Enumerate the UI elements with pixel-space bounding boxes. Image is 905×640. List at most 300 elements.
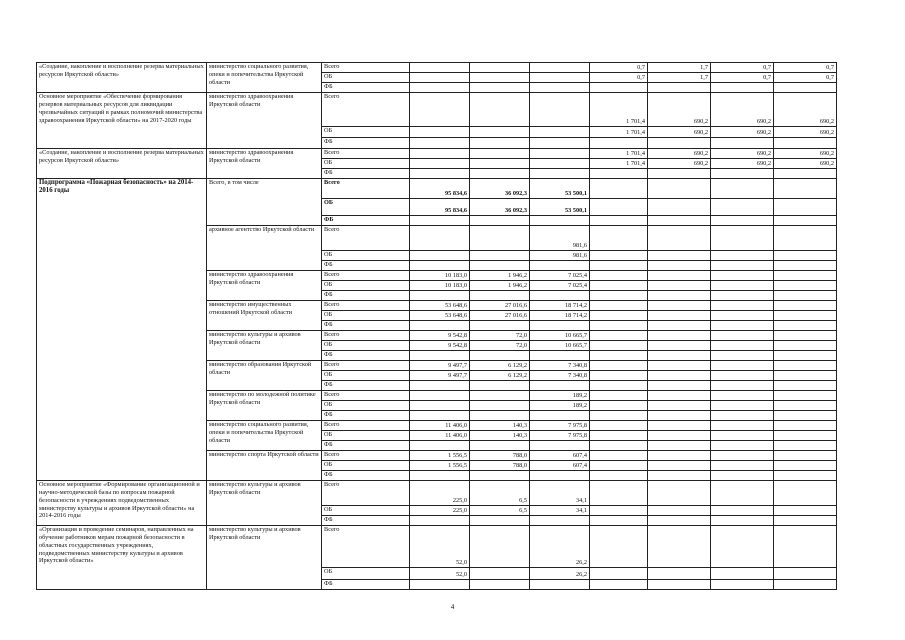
executor-cell: министерство культуры и архивов Иркутской области xyxy=(207,481,322,526)
amount-cell: 140,3 xyxy=(470,431,530,441)
amount-cell xyxy=(648,381,711,391)
amount-cell xyxy=(774,169,837,179)
funding-source-cell: Всего xyxy=(322,451,410,461)
amount-cell xyxy=(590,216,648,226)
amount-cell xyxy=(410,127,470,138)
funding-source-cell: ОБ xyxy=(322,251,410,261)
amount-cell xyxy=(648,138,711,149)
funding-source-cell: ОБ xyxy=(322,401,410,411)
amount-cell: 225,0 xyxy=(410,481,470,506)
amount-cell xyxy=(530,351,590,361)
amount-cell xyxy=(774,301,837,311)
amount-cell: 1 701,4 xyxy=(590,149,648,159)
amount-cell xyxy=(470,401,530,411)
amount-cell xyxy=(410,226,470,251)
funding-source-cell: ОБ xyxy=(322,281,410,291)
amount-cell xyxy=(590,199,648,216)
amount-cell xyxy=(711,431,774,441)
amount-cell xyxy=(711,226,774,251)
amount-cell: 690,2 xyxy=(648,127,711,138)
amount-cell xyxy=(711,311,774,321)
amount-cell xyxy=(410,291,470,301)
amount-cell xyxy=(711,251,774,261)
amount-cell: 52,0 xyxy=(410,568,470,580)
amount-cell xyxy=(774,411,837,421)
amount-cell xyxy=(470,93,530,127)
amount-cell xyxy=(711,421,774,431)
amount-cell: 140,3 xyxy=(470,421,530,431)
table-row xyxy=(37,149,837,159)
amount-cell: 11 406,0 xyxy=(410,431,470,441)
amount-cell xyxy=(530,83,590,93)
amount-cell: 53 648,6 xyxy=(410,311,470,321)
amount-cell xyxy=(711,179,774,199)
amount-cell xyxy=(410,149,470,159)
amount-cell: 690,2 xyxy=(711,159,774,169)
amount-cell xyxy=(590,401,648,411)
amount-cell xyxy=(711,516,774,526)
funding-source-cell: Всего xyxy=(322,271,410,281)
amount-cell xyxy=(470,169,530,179)
amount-cell xyxy=(530,127,590,138)
amount-cell xyxy=(590,471,648,481)
amount-cell: 1 946,2 xyxy=(470,271,530,281)
amount-cell xyxy=(530,63,590,73)
amount-cell xyxy=(590,441,648,451)
amount-cell: 9 497,7 xyxy=(410,361,470,371)
amount-cell xyxy=(648,516,711,526)
amount-cell xyxy=(530,321,590,331)
amount-cell: 53 648,6 xyxy=(410,301,470,311)
amount-cell: 7 975,8 xyxy=(530,421,590,431)
amount-cell xyxy=(711,199,774,216)
amount-cell xyxy=(470,261,530,271)
funding-source-cell: Всего xyxy=(322,481,410,506)
amount-cell: 0,7 xyxy=(774,73,837,83)
executor-cell: министерство спорта Иркутской области xyxy=(207,451,322,481)
funding-source-cell: Всего xyxy=(322,149,410,159)
amount-cell xyxy=(410,73,470,83)
funding-source-cell: ФБ xyxy=(322,516,410,526)
amount-cell xyxy=(530,411,590,421)
amount-cell xyxy=(711,441,774,451)
amount-cell: 690,2 xyxy=(648,149,711,159)
amount-cell xyxy=(530,93,590,127)
funding-source-cell: Всего xyxy=(322,331,410,341)
amount-cell xyxy=(774,199,837,216)
amount-cell xyxy=(470,226,530,251)
amount-cell xyxy=(648,341,711,351)
funding-source-cell: ФБ xyxy=(322,411,410,421)
amount-cell xyxy=(648,421,711,431)
amount-cell xyxy=(774,271,837,281)
measure-name-cell: «Создание, накопление и восполнение резерва материальных ресурсов Иркутской области» xyxy=(37,63,207,93)
amount-cell xyxy=(530,149,590,159)
amount-cell xyxy=(774,431,837,441)
amount-cell xyxy=(774,351,837,361)
amount-cell xyxy=(530,138,590,149)
amount-cell xyxy=(711,341,774,351)
amount-cell: 53 500,1 xyxy=(530,179,590,199)
amount-cell: 36 092,3 xyxy=(470,179,530,199)
table-row xyxy=(37,63,837,73)
amount-cell: 52,0 xyxy=(410,526,470,568)
amount-cell xyxy=(530,159,590,169)
funding-source-cell: Всего xyxy=(322,63,410,73)
amount-cell xyxy=(530,580,590,590)
amount-cell: 10 183,0 xyxy=(410,281,470,291)
amount-cell xyxy=(774,441,837,451)
amount-cell: 7 025,4 xyxy=(530,271,590,281)
amount-cell xyxy=(774,401,837,411)
amount-cell xyxy=(648,226,711,251)
amount-cell xyxy=(774,321,837,331)
amount-cell xyxy=(648,169,711,179)
amount-cell xyxy=(530,216,590,226)
amount-cell xyxy=(648,506,711,516)
amount-cell: 690,2 xyxy=(711,93,774,127)
executor-cell: министерство по молодежной политике Иркутской области xyxy=(207,391,322,421)
amount-cell xyxy=(711,371,774,381)
amount-cell xyxy=(590,411,648,421)
amount-cell xyxy=(774,341,837,351)
amount-cell: 0,7 xyxy=(590,63,648,73)
amount-cell xyxy=(774,251,837,261)
amount-cell xyxy=(648,281,711,291)
amount-cell xyxy=(648,411,711,421)
funding-source-cell: Всего xyxy=(322,421,410,431)
amount-cell xyxy=(648,301,711,311)
amount-cell xyxy=(530,261,590,271)
amount-cell: 36 092,3 xyxy=(470,199,530,216)
amount-cell xyxy=(590,331,648,341)
amount-cell: 0,7 xyxy=(590,73,648,83)
amount-cell: 7 025,4 xyxy=(530,281,590,291)
amount-cell xyxy=(410,321,470,331)
amount-cell: 10 665,7 xyxy=(530,331,590,341)
amount-cell xyxy=(774,461,837,471)
amount-cell: 11 406,0 xyxy=(410,421,470,431)
amount-cell: 690,2 xyxy=(774,149,837,159)
funding-source-cell: ФБ xyxy=(322,471,410,481)
funding-source-cell: ФБ xyxy=(322,216,410,226)
amount-cell xyxy=(711,461,774,471)
funding-source-cell: ФБ xyxy=(322,441,410,451)
amount-cell xyxy=(711,271,774,281)
amount-cell xyxy=(774,179,837,199)
amount-cell: 6,5 xyxy=(470,506,530,516)
amount-cell xyxy=(590,169,648,179)
amount-cell xyxy=(711,526,774,568)
amount-cell xyxy=(648,471,711,481)
amount-cell xyxy=(590,381,648,391)
funding-source-cell: Всего xyxy=(322,526,410,568)
amount-cell xyxy=(711,281,774,291)
amount-cell xyxy=(470,516,530,526)
amount-cell xyxy=(774,138,837,149)
amount-cell: 26,2 xyxy=(530,568,590,580)
amount-cell: 0,7 xyxy=(711,63,774,73)
amount-cell: 981,6 xyxy=(530,226,590,251)
amount-cell xyxy=(410,159,470,169)
amount-cell: 1,7 xyxy=(648,73,711,83)
amount-cell xyxy=(410,391,470,401)
amount-cell xyxy=(648,321,711,331)
amount-cell xyxy=(648,391,711,401)
amount-cell xyxy=(410,580,470,590)
amount-cell xyxy=(590,311,648,321)
amount-cell xyxy=(648,361,711,371)
amount-cell xyxy=(410,169,470,179)
amount-cell xyxy=(470,568,530,580)
amount-cell xyxy=(590,251,648,261)
amount-cell: 1 701,4 xyxy=(590,159,648,169)
amount-cell: 0,7 xyxy=(711,73,774,83)
amount-cell xyxy=(774,506,837,516)
amount-cell xyxy=(648,441,711,451)
amount-cell xyxy=(470,381,530,391)
amount-cell xyxy=(410,261,470,271)
amount-cell xyxy=(410,351,470,361)
funding-source-cell: ОБ xyxy=(322,159,410,169)
table-row xyxy=(37,526,837,568)
amount-cell: 9 542,8 xyxy=(410,341,470,351)
amount-cell xyxy=(410,138,470,149)
funding-source-cell: ФБ xyxy=(322,351,410,361)
amount-cell xyxy=(410,251,470,261)
amount-cell: 18 714,2 xyxy=(530,301,590,311)
executor-cell: министерство культуры и архивов Иркутской области xyxy=(207,331,322,361)
amount-cell: 1,7 xyxy=(648,63,711,73)
executor-cell: министерство социального развития, опеки и попечительства Иркутской области xyxy=(207,421,322,451)
amount-cell xyxy=(774,516,837,526)
amount-cell xyxy=(774,381,837,391)
amount-cell: 607,4 xyxy=(530,451,590,461)
amount-cell xyxy=(648,331,711,341)
amount-cell: 72,0 xyxy=(470,341,530,351)
executor-cell: министерство имущественных отношений Иркутской области xyxy=(207,301,322,331)
amount-cell xyxy=(648,580,711,590)
funding-source-cell: ФБ xyxy=(322,169,410,179)
amount-cell xyxy=(410,83,470,93)
amount-cell xyxy=(470,138,530,149)
amount-cell xyxy=(711,401,774,411)
amount-cell: 72,0 xyxy=(470,331,530,341)
amount-cell: 53 500,1 xyxy=(530,199,590,216)
amount-cell xyxy=(648,451,711,461)
amount-cell xyxy=(711,331,774,341)
amount-cell xyxy=(470,251,530,261)
amount-cell xyxy=(530,516,590,526)
amount-cell xyxy=(530,381,590,391)
amount-cell xyxy=(590,481,648,506)
amount-cell xyxy=(590,431,648,441)
executor-cell: министерство здравоохранения Иркутской области xyxy=(207,149,322,179)
executor-cell: министерство здравоохранения Иркутской области xyxy=(207,93,322,149)
amount-cell xyxy=(648,431,711,441)
amount-cell: 1 701,4 xyxy=(590,127,648,138)
amount-cell xyxy=(590,281,648,291)
funding-source-cell: Всего xyxy=(322,93,410,127)
amount-cell: 1 556,5 xyxy=(410,451,470,461)
amount-cell xyxy=(711,580,774,590)
amount-cell xyxy=(410,411,470,421)
amount-cell xyxy=(774,361,837,371)
amount-cell xyxy=(648,351,711,361)
amount-cell xyxy=(590,301,648,311)
funding-source-cell: ОБ xyxy=(322,127,410,138)
amount-cell xyxy=(470,63,530,73)
amount-cell xyxy=(590,391,648,401)
amount-cell xyxy=(470,411,530,421)
amount-cell: 34,1 xyxy=(530,481,590,506)
amount-cell xyxy=(470,580,530,590)
amount-cell: 9 497,7 xyxy=(410,371,470,381)
funding-source-cell: Всего xyxy=(322,361,410,371)
executor-cell: министерство культуры и архивов Иркутской области xyxy=(207,526,322,590)
executor-cell: архивное агентство Иркутской области xyxy=(207,226,322,271)
amount-cell xyxy=(530,169,590,179)
amount-cell: 189,2 xyxy=(530,391,590,401)
amount-cell xyxy=(470,291,530,301)
amount-cell xyxy=(711,361,774,371)
amount-cell xyxy=(410,216,470,226)
funding-source-cell: ОБ xyxy=(322,73,410,83)
amount-cell xyxy=(590,421,648,431)
funding-source-cell: ФБ xyxy=(322,291,410,301)
amount-cell xyxy=(470,471,530,481)
amount-cell xyxy=(590,226,648,251)
amount-cell: 607,4 xyxy=(530,461,590,471)
funding-source-cell: ОБ xyxy=(322,371,410,381)
amount-cell xyxy=(470,127,530,138)
amount-cell xyxy=(711,481,774,506)
amount-cell xyxy=(648,401,711,411)
amount-cell xyxy=(590,361,648,371)
amount-cell: 7 975,8 xyxy=(530,431,590,441)
amount-cell: 189,2 xyxy=(530,401,590,411)
amount-cell xyxy=(711,301,774,311)
amount-cell xyxy=(590,179,648,199)
amount-cell xyxy=(711,321,774,331)
amount-cell xyxy=(711,291,774,301)
amount-cell: 1 556,5 xyxy=(410,461,470,471)
amount-cell xyxy=(774,216,837,226)
amount-cell: 788,0 xyxy=(470,451,530,461)
executor-cell: министерство образования Иркутской области xyxy=(207,361,322,391)
amount-cell xyxy=(774,311,837,321)
amount-cell: 1 946,2 xyxy=(470,281,530,291)
amount-cell: 1 701,4 xyxy=(590,93,648,127)
measure-name-cell: Подпрограмма «Пожарная безопасность» на 2014-2016 годы xyxy=(37,179,207,481)
amount-cell: 7 340,8 xyxy=(530,361,590,371)
amount-cell xyxy=(470,351,530,361)
amount-cell xyxy=(648,568,711,580)
amount-cell xyxy=(711,138,774,149)
amount-cell: 690,2 xyxy=(774,127,837,138)
amount-cell xyxy=(648,481,711,506)
executor-cell: министерство здравоохранения Иркутской области xyxy=(207,271,322,301)
amount-cell xyxy=(410,441,470,451)
amount-cell xyxy=(711,506,774,516)
amount-cell xyxy=(774,481,837,506)
amount-cell xyxy=(711,411,774,421)
amount-cell: 690,2 xyxy=(774,93,837,127)
amount-cell xyxy=(590,526,648,568)
amount-cell: 0,7 xyxy=(774,63,837,73)
amount-cell xyxy=(648,271,711,281)
amount-cell xyxy=(470,83,530,93)
funding-source-cell: Всего xyxy=(322,226,410,251)
amount-cell xyxy=(530,441,590,451)
amount-cell xyxy=(470,149,530,159)
amount-cell xyxy=(590,138,648,149)
amount-cell xyxy=(774,421,837,431)
funding-source-cell: ФБ xyxy=(322,381,410,391)
amount-cell xyxy=(648,526,711,568)
amount-cell xyxy=(711,451,774,461)
funding-source-cell: ФБ xyxy=(322,580,410,590)
amount-cell: 95 834,6 xyxy=(410,199,470,216)
amount-cell xyxy=(470,73,530,83)
amount-cell xyxy=(590,291,648,301)
funding-source-cell: ОБ xyxy=(322,311,410,321)
amount-cell xyxy=(774,371,837,381)
amount-cell: 27 016,6 xyxy=(470,301,530,311)
amount-cell xyxy=(470,441,530,451)
amount-cell xyxy=(530,73,590,83)
amount-cell xyxy=(711,261,774,271)
funding-source-cell: ФБ xyxy=(322,321,410,331)
funding-source-cell: ФБ xyxy=(322,261,410,271)
amount-cell xyxy=(774,568,837,580)
amount-cell xyxy=(590,321,648,331)
table-row xyxy=(37,93,837,127)
funding-source-cell: ОБ xyxy=(322,461,410,471)
amount-cell: 690,2 xyxy=(648,93,711,127)
amount-cell: 981,6 xyxy=(530,251,590,261)
amount-cell xyxy=(648,83,711,93)
funding-source-cell: ОБ xyxy=(322,341,410,351)
amount-cell xyxy=(774,331,837,341)
amount-cell: 27 016,6 xyxy=(470,311,530,321)
amount-cell xyxy=(774,281,837,291)
amount-cell xyxy=(590,516,648,526)
funding-source-cell: Всего xyxy=(322,179,410,199)
amount-cell xyxy=(774,391,837,401)
amount-cell xyxy=(711,169,774,179)
amount-cell xyxy=(774,580,837,590)
amount-cell: 690,2 xyxy=(648,159,711,169)
amount-cell: 690,2 xyxy=(711,149,774,159)
amount-cell xyxy=(410,63,470,73)
amount-cell xyxy=(470,321,530,331)
amount-cell xyxy=(774,291,837,301)
amount-cell xyxy=(470,391,530,401)
funding-source-cell: ОБ xyxy=(322,431,410,441)
amount-cell: 690,2 xyxy=(711,127,774,138)
amount-cell xyxy=(590,341,648,351)
amount-cell xyxy=(590,506,648,516)
amount-cell xyxy=(648,199,711,216)
measure-name-cell: Основное мероприятие «Обеспечение формирования резервов материальных ресурсов для ликвидации чрезвычайных ситуаций в рамках полномочий министерства здравоохранения Иркутской области» на 2017-2020 годы xyxy=(37,93,207,149)
amount-cell xyxy=(648,179,711,199)
amount-cell xyxy=(711,83,774,93)
amount-cell xyxy=(410,516,470,526)
amount-cell xyxy=(774,261,837,271)
table-row xyxy=(37,481,837,506)
table-row xyxy=(37,179,837,199)
